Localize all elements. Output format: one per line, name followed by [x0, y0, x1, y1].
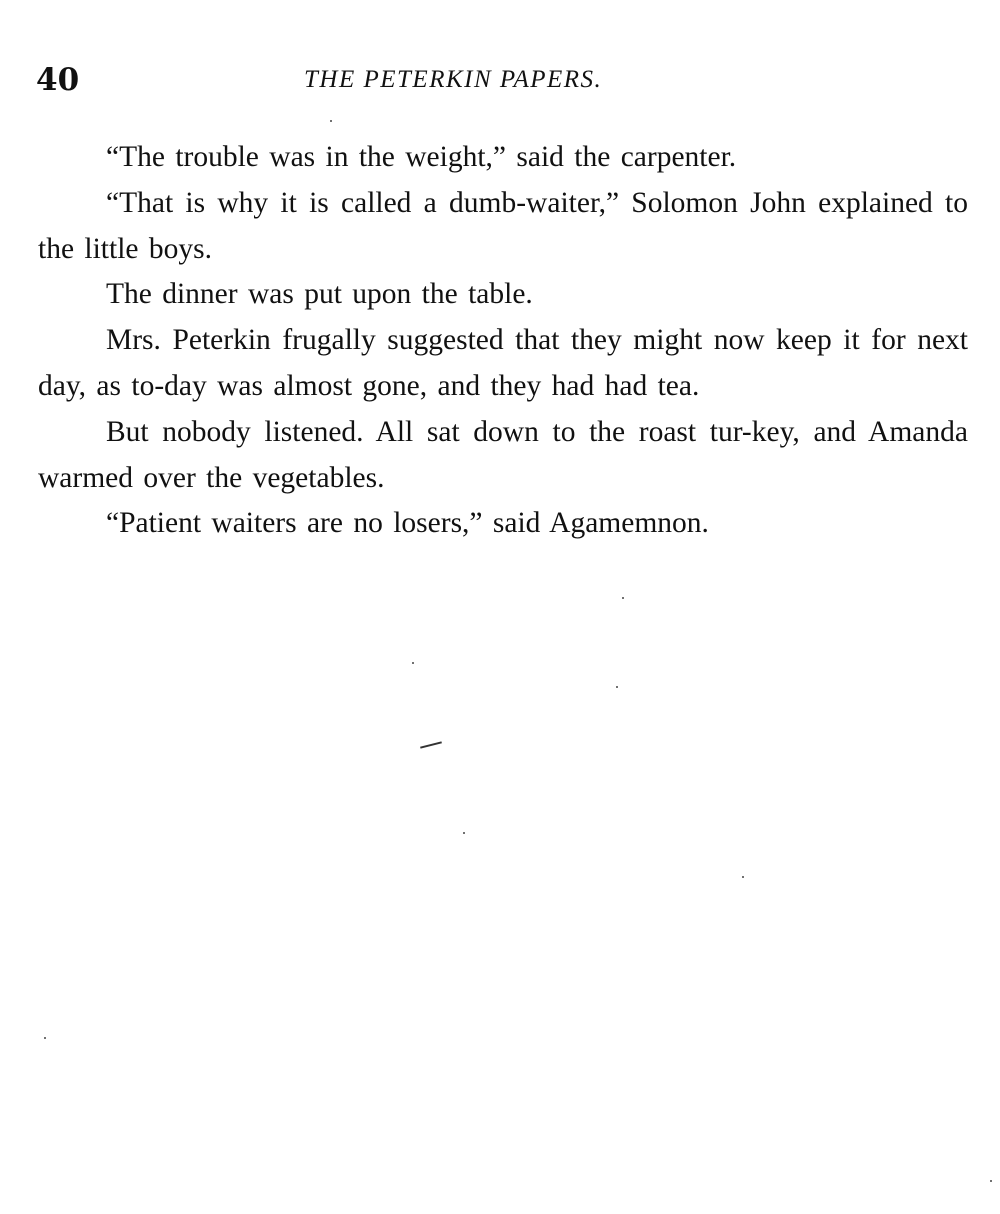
scan-speck: [622, 597, 624, 599]
paragraph-dumb-waiter: “That is why it is called a dumb-waiter,” Solomon John explained to the little boys.: [38, 186, 968, 265]
scan-speck: [412, 662, 414, 664]
running-title: THE PETERKIN PAPERS.: [304, 66, 603, 93]
scan-speck: [463, 832, 465, 834]
paragraph-mrs-peterkin: Mrs. Peterkin frugally suggested that they might now keep it for next day, as to-day was almost gone, and they had had tea.: [38, 324, 968, 402]
scan-speck: [742, 876, 744, 878]
page-header: [36, 58, 970, 102]
paragraph-agamemnon: “Patient waiters are no losers,” said Agamemnon.: [106, 507, 709, 540]
scan-dash-mark: [420, 741, 442, 748]
scan-speck: [616, 686, 618, 688]
page-number: 40: [36, 62, 80, 98]
paragraph-nobody-listened: But nobody listened. All sat down to the roast tur-key, and Amanda warmed over the vegetables.: [38, 415, 968, 494]
paragraph-dinner: The dinner was put upon the table.: [106, 278, 533, 311]
paragraph-carpenter: “The trouble was in the weight,” said the carpenter.: [106, 141, 737, 173]
scan-speck: [44, 1037, 46, 1039]
body-text: [38, 135, 968, 547]
scan-speck: [990, 1180, 992, 1182]
scan-speck: [330, 120, 332, 122]
